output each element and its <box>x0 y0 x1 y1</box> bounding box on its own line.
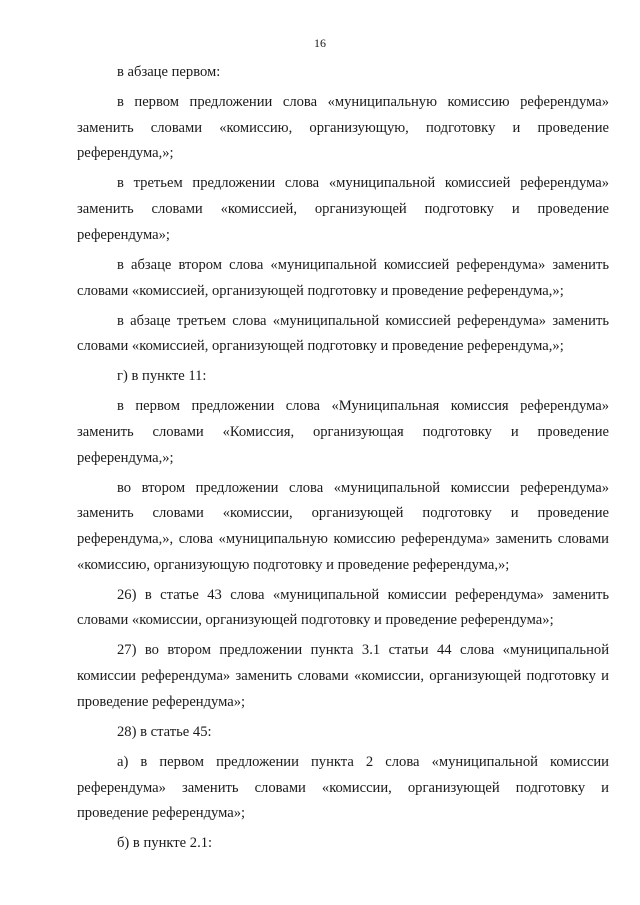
paragraph: в первом предложении слова «Муниципальная комиссия референдума» заменить словами «Комиссия, организующая подготовку и проведение референдума,»; <box>77 398 609 466</box>
paragraph: а) в первом предложении пункта 2 слова «муниципальной комиссии референдума» заменить словами «комиссии, организующей подготовку и проведение референдума»; <box>77 753 609 822</box>
paragraph: г) в пункте 11: <box>117 368 207 385</box>
paragraph: в абзаце первом: <box>117 64 221 80</box>
paragraph: 26) в статье 43 слова «муниципальной комиссии референдума» заменить словами «комиссии, организующей подготовку и проведение референдума»; <box>77 586 609 629</box>
paragraph: в первом предложении слова «муниципальную комиссию референдума» заменить словами «комиссию, организующую, подготовку и проведение референдума,»; <box>77 94 609 162</box>
paragraph: 27) во втором предложении пункта 3.1 статьи 44 слова «муниципальной комиссии референдума» заменить словами «комиссии, организующей подготовку и проведение референдума»; <box>77 642 609 710</box>
paragraph: в абзаце втором слова «муниципальной комиссией референдума» заменить словами «комиссией, организующей подготовку и проведение референдума,»; <box>77 256 609 299</box>
document-body <box>77 60 609 861</box>
paragraph: б) в пункте 2.1: <box>117 835 213 852</box>
paragraph: во втором предложении слова «муниципальной комиссии референдума» заменить словами «комиссии, организующей подготовку и проведение референдума,», слова «муниципальную комиссию референдума» заменить словами «комиссию, организующую подготовку и проведение референдума,»; <box>77 479 609 573</box>
paragraph: в абзаце третьем слова «муниципальной комиссией референдума» заменить словами «комиссией, организующей подготовку и проведение референдума,»; <box>77 312 609 355</box>
paragraph: 28) в статье 45: <box>117 723 212 740</box>
paragraph: в третьем предложении слова «муниципальной комиссией референдума» заменить словами «комиссией, организующей подготовку и проведение референдума»; <box>77 175 609 243</box>
page-number: 16 <box>314 36 326 50</box>
